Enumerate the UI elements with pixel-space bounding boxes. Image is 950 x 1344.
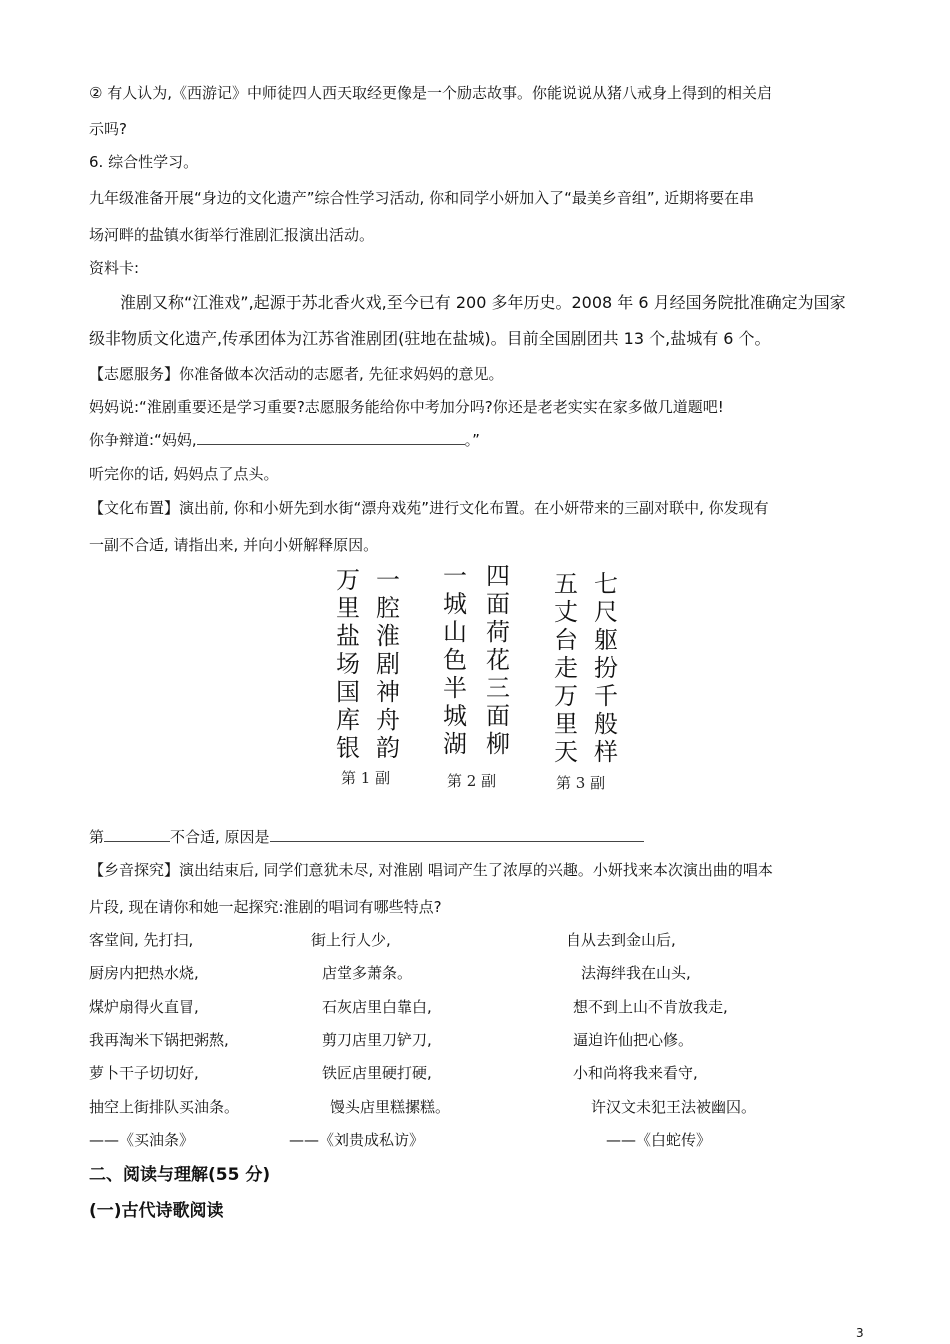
couplet-2-caption: 第 2 副 — [447, 772, 497, 790]
mom-nods: 听完你的话, 妈妈点了点头。 — [89, 465, 279, 483]
couplet-char: 躯 — [594, 626, 618, 654]
lyric-col2-2: 店堂多萧条。 — [322, 964, 413, 982]
answer-reason-blank[interactable] — [270, 827, 644, 842]
couplet-char: 城 — [443, 590, 467, 618]
argue-suffix: 。” — [464, 431, 480, 449]
couplet-char: 场 — [336, 650, 360, 678]
page-number: 3 — [856, 1326, 864, 1340]
lyric-col1-4: 我再淘米下锅把粥熬, — [89, 1031, 229, 1049]
couplet-char: 走 — [554, 654, 578, 682]
couplet-char: 色 — [443, 646, 467, 674]
card-label: 资料卡: — [89, 259, 140, 277]
couplet-char: 尺 — [594, 598, 618, 626]
argue-prefix: 你争辩道:“妈妈, — [89, 431, 197, 449]
culture-line2: 一副不合适, 请指出来, 并向小妍解释原因。 — [89, 536, 379, 554]
couplet-char: 淮 — [376, 622, 400, 650]
couplet-2-right — [485, 562, 511, 758]
lyric-col1-3: 煤炉扇得火直冒, — [89, 998, 199, 1016]
couplet-char: 扮 — [594, 654, 618, 682]
lyric-col3-5: 小和尚将我来看守, — [573, 1064, 698, 1082]
lyric-col1-6: 抽空上街排队买油条。 — [89, 1098, 240, 1116]
couplet-1-left — [335, 566, 361, 762]
argue-blank[interactable] — [197, 430, 465, 445]
couplet-char: 国 — [336, 678, 360, 706]
couplet-char: 五 — [554, 570, 578, 598]
explore-line1: 【乡音探究】演出结束后, 同学们意犹未尽, 对淮剧 唱词产生了浓厚的兴趣。小妍找来本次演出曲的唱本 — [89, 861, 773, 879]
section2-subtitle: (一)古代诗歌阅读 — [89, 1201, 224, 1221]
couplet-char: 山 — [443, 618, 467, 646]
couplet-char: 般 — [594, 710, 618, 738]
q5-item2-line2: 示吗? — [89, 120, 127, 138]
couplet-1-right — [375, 566, 401, 762]
couplet-char: 神 — [376, 678, 400, 706]
couplet-char: 天 — [554, 738, 578, 766]
couplet-char: 里 — [554, 710, 578, 738]
answer-number-blank[interactable] — [104, 827, 170, 842]
couplet-char: 样 — [594, 738, 618, 766]
couplet-3-right — [593, 570, 619, 766]
couplet-char: 库 — [336, 706, 360, 734]
couplet-3-left — [553, 570, 579, 766]
lyric-col2-4: 剪刀店里刀铲刀, — [322, 1031, 432, 1049]
couplet-char: 一 — [443, 562, 467, 590]
couplet-char: 半 — [443, 674, 467, 702]
couplet-char: 腔 — [376, 594, 400, 622]
lyric-col3-3: 想不到上山不肯放我走, — [573, 998, 728, 1016]
answer-prefix: 第 — [89, 828, 105, 846]
couplets-image — [325, 562, 625, 794]
lyric-col3-4: 逼迫许仙把心修。 — [573, 1031, 694, 1049]
couplet-char: 柳 — [486, 730, 510, 758]
couplet-char: 里 — [336, 594, 360, 622]
answer-middle: 不合适, 原因是 — [170, 828, 270, 846]
couplet-char: 盐 — [336, 622, 360, 650]
couplet-char: 台 — [554, 626, 578, 654]
lyric-col1-2: 厨房内把热水烧, — [89, 964, 199, 982]
mom-says: 妈妈说:“淮剧重要还是学习重要?志愿服务能给你中考加分吗?你还是老老实实在家多做几道题吧! — [89, 398, 724, 416]
lyric-col3-1: 自从去到金山后, — [566, 931, 676, 949]
couplet-char: 剧 — [376, 650, 400, 678]
lyric-source-2: ——《刘贵成私访》 — [289, 1131, 425, 1149]
card-line2: 级非物质文化遗产,传承团体为江苏省淮剧团(驻地在盐城)。目前全国剧团共 13 个,盐城有 6 个。 — [89, 329, 771, 348]
lyric-col2-6: 馒头店里糕摞糕。 — [330, 1098, 451, 1116]
card-line1: 淮剧又称“江淮戏”,起源于苏北香火戏,至今已有 200 多年历史。2008 年 6 月经国务院批准确定为国家 — [120, 293, 846, 312]
couplet-char: 银 — [336, 734, 360, 762]
couplet-char: 荷 — [486, 618, 510, 646]
couplet-char: 万 — [554, 682, 578, 710]
couplet-char: 城 — [443, 702, 467, 730]
lyric-col2-1: 街上行人少, — [311, 931, 391, 949]
couplet-char: 面 — [486, 702, 510, 730]
couplet-char: 丈 — [554, 598, 578, 626]
lyric-col2-3: 石灰店里白靠白, — [322, 998, 432, 1016]
couplet-char: 面 — [486, 590, 510, 618]
couplet-char: 四 — [486, 562, 510, 590]
couplet-char: 一 — [376, 566, 400, 594]
couplet-char: 湖 — [443, 730, 467, 758]
q5-item2-line1: ② 有人认为,《西游记》中师徒四人西天取经更像是一个励志故事。你能说说从猪八戒身上得到的相关启 — [89, 84, 772, 102]
lyric-col3-2: 法海绊我在山头, — [581, 964, 691, 982]
lyric-source-3: ——《白蛇传》 — [606, 1131, 712, 1149]
intro-line2: 场河畔的盐镇水街举行淮剧汇报演出活动。 — [89, 226, 375, 244]
volunteer-line: 【志愿服务】你准备做本次活动的志愿者, 先征求妈妈的意见。 — [89, 365, 504, 383]
lyric-col3-6: 许汉文未犯王法被幽囚。 — [591, 1098, 757, 1116]
intro-line1: 九年级准备开展“身边的文化遗产”综合性学习活动, 你和同学小妍加入了“最美乡音组”, 近期将要在串 — [89, 189, 755, 207]
couplet-char: 七 — [594, 570, 618, 598]
couplet-1-caption: 第 1 副 — [341, 769, 391, 787]
lyric-col2-5: 铁匠店里硬打硬, — [322, 1064, 432, 1082]
q6-title: 6. 综合性学习。 — [89, 153, 199, 171]
section2-title: 二、阅读与理解(55 分) — [89, 1165, 271, 1185]
argue-line — [89, 429, 480, 450]
lyric-source-1: ——《买油条》 — [89, 1131, 195, 1149]
couplet-char: 万 — [336, 566, 360, 594]
couplet-3-caption: 第 3 副 — [556, 774, 606, 792]
explore-line2: 片段, 现在请你和她一起探究:淮剧的唱词有哪些特点? — [89, 898, 442, 916]
lyric-col1-5: 萝卜干子切切好, — [89, 1064, 199, 1082]
couplet-char: 舟 — [376, 706, 400, 734]
couplet-char: 三 — [486, 674, 510, 702]
answer-line — [89, 826, 644, 847]
couplet-2-left — [442, 562, 468, 758]
couplet-char: 花 — [486, 646, 510, 674]
culture-line1: 【文化布置】演出前, 你和小妍先到水街“漂舟戏苑”进行文化布置。在小妍带来的三副对联中, 你发现有 — [89, 499, 769, 517]
couplet-char: 千 — [594, 682, 618, 710]
couplet-char: 韵 — [376, 734, 400, 762]
lyric-col1-1: 客堂间, 先打扫, — [89, 931, 194, 949]
